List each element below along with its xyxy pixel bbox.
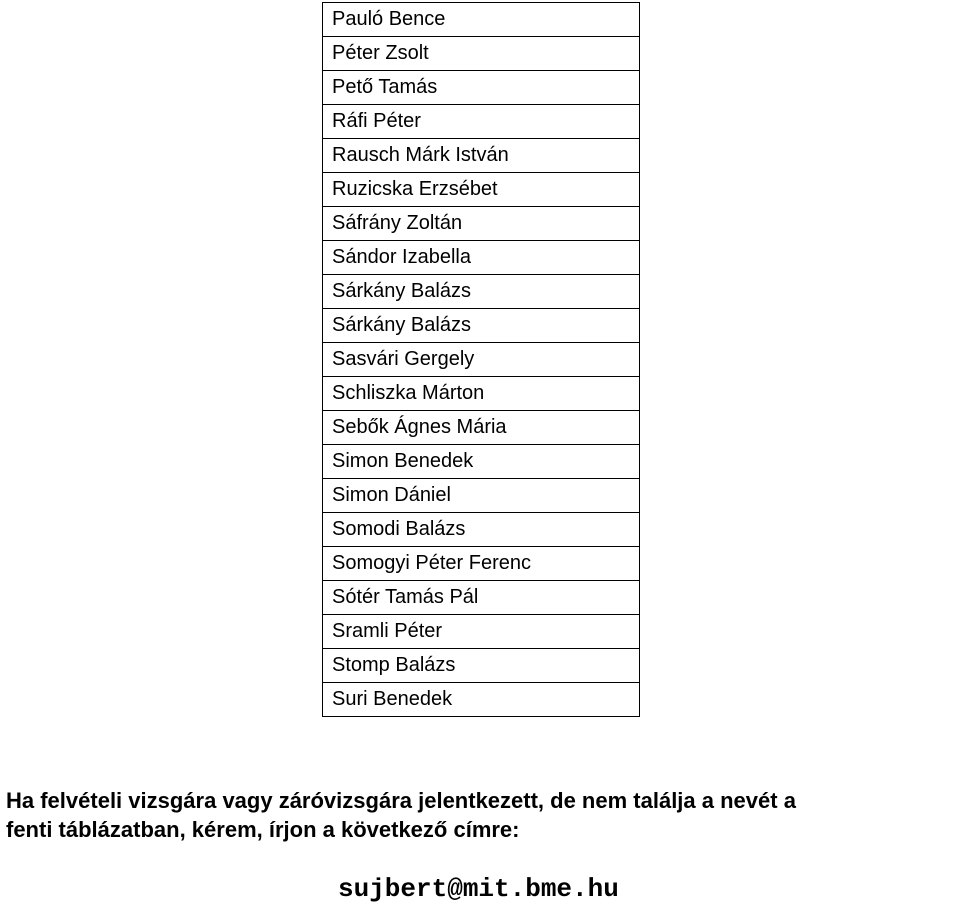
notice-line-1: Ha felvételi vizsgára vagy záróvizsgára jelentkezett, de nem találja a nevét a: [6, 788, 796, 813]
name-cell: Suri Benedek: [323, 683, 640, 717]
name-cell: Ráfi Péter: [323, 105, 640, 139]
name-cell: Péter Zsolt: [323, 37, 640, 71]
name-cell: Stomp Balázs: [323, 649, 640, 683]
table-row: [323, 343, 640, 377]
table-row: [323, 479, 640, 513]
name-cell: Somodi Balázs: [323, 513, 640, 547]
table-row: [323, 411, 640, 445]
contact-email: sujbert@mit.bme.hu: [338, 874, 619, 904]
name-cell: Sárkány Balázs: [323, 309, 640, 343]
table-row: [323, 547, 640, 581]
table-row: [323, 105, 640, 139]
name-cell: Sramli Péter: [323, 615, 640, 649]
table-row: [323, 173, 640, 207]
table-row: [323, 207, 640, 241]
table-row: [323, 241, 640, 275]
name-cell: Sáfrány Zoltán: [323, 207, 640, 241]
name-cell: Sárkány Balázs: [323, 275, 640, 309]
table-row: [323, 71, 640, 105]
table-row: [323, 309, 640, 343]
notice-line-2: fenti táblázatban, kérem, írjon a következő címre:: [6, 817, 520, 842]
table-row: [323, 377, 640, 411]
table-row: [323, 445, 640, 479]
name-cell: Rausch Márk István: [323, 139, 640, 173]
table-row: [323, 581, 640, 615]
name-cell: Simon Benedek: [323, 445, 640, 479]
name-cell: Sótér Tamás Pál: [323, 581, 640, 615]
table-row: [323, 139, 640, 173]
name-cell: Sebők Ágnes Mária: [323, 411, 640, 445]
table-row: [323, 513, 640, 547]
name-cell: Sándor Izabella: [323, 241, 640, 275]
table-row: [323, 649, 640, 683]
name-cell: Simon Dániel: [323, 479, 640, 513]
name-cell: Ruzicska Erzsébet: [323, 173, 640, 207]
table-row: [323, 615, 640, 649]
notice-text: [6, 786, 960, 844]
table-row: [323, 683, 640, 717]
name-cell: Pauló Bence: [323, 3, 640, 37]
name-cell: Sasvári Gergely: [323, 343, 640, 377]
name-table: [322, 2, 640, 717]
name-cell: Somogyi Péter Ferenc: [323, 547, 640, 581]
name-table-body: [323, 3, 640, 717]
table-row: [323, 3, 640, 37]
table-row: [323, 37, 640, 71]
name-cell: Pető Tamás: [323, 71, 640, 105]
table-row: [323, 275, 640, 309]
name-cell: Schliszka Márton: [323, 377, 640, 411]
